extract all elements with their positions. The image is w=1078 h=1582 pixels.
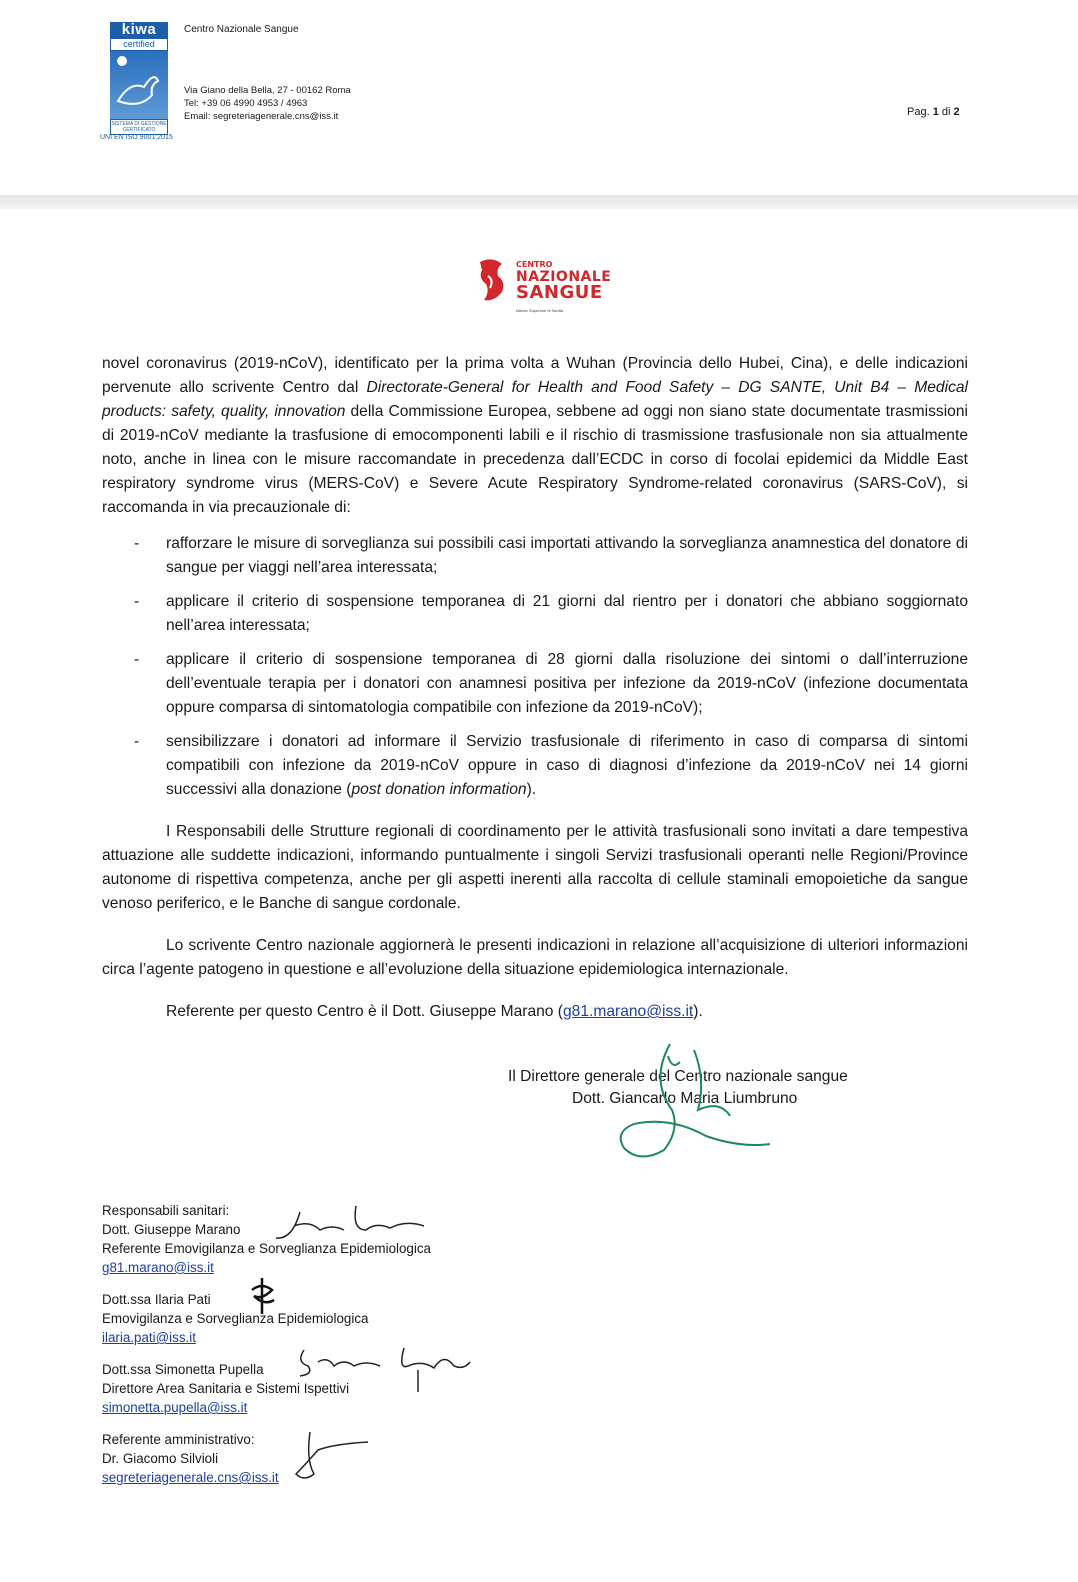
recommendation-list xyxy=(102,532,968,802)
kiwa-bird-icon xyxy=(110,51,168,119)
list-item xyxy=(102,590,968,638)
marano-name: Dott. Giuseppe Marano xyxy=(102,1222,241,1237)
cns-line1: CENTRO xyxy=(516,260,553,269)
kiwa-logo-graphic xyxy=(110,51,168,119)
signoff-name: Dott. Giancarlo Maria Liumbruno xyxy=(572,1090,798,1107)
header-tel: Tel: +39 06 4990 4953 / 4963 xyxy=(184,98,308,109)
list-item xyxy=(102,648,968,720)
iso-standard: UNI EN ISO 9001:2015 xyxy=(100,134,173,141)
marano-role: Referente Emovigilanza e Sorveglianza Epidemiologica xyxy=(102,1241,431,1256)
kiwa-caption: SISTEMA DI GESTIONE CERTIFICATO xyxy=(111,121,167,133)
referente-paragraph xyxy=(102,1000,968,1024)
intro-paragraph xyxy=(102,352,968,520)
page-total: 2 xyxy=(953,106,960,118)
cns-figure-icon xyxy=(476,256,516,306)
director-signature-icon xyxy=(610,1040,790,1170)
page-prefix: Pag. xyxy=(907,106,930,118)
list-item xyxy=(102,532,968,580)
intro-text-a: novel coronavirus (2019-nCoV), identificato per la prima volta a Wuhan (Provincia dello Hubei, Cina), e delle indicazioni pervenute allo scrivente Centro dal xyxy=(102,355,968,396)
pati-role: Emovigilanza e Sorveglianza Epidemiologica xyxy=(102,1311,369,1326)
header-contacts xyxy=(184,84,351,123)
update-paragraph: Lo scrivente Centro nazionale aggiornerà le presenti indicazioni in relazione all’acquisizione di ulteriori informazioni circa l’agente patogeno in questione e all’evoluzione della situazione epidemiologica internazionale. xyxy=(102,937,968,978)
page-number xyxy=(907,106,960,118)
list-item xyxy=(102,730,968,802)
cns-tagline: Istituto Superiore di Sanità xyxy=(516,308,563,313)
signoff-title: Il Direttore generale del Centro nazionale sangue xyxy=(508,1068,848,1085)
pupella-name: Dott.ssa Simonetta Pupella xyxy=(102,1362,264,1377)
bullet-text-b: ). xyxy=(526,781,537,798)
pati-email-link[interactable]: ilaria.pati@iss.it xyxy=(102,1330,196,1345)
kiwa-certified-label: certified xyxy=(110,38,168,51)
admin-heading: Referente amministrativo: xyxy=(102,1432,255,1447)
referente-text-a: Referente per questo Centro è il Dott. Giuseppe Marano ( xyxy=(166,1003,563,1020)
pati-name: Dott.ssa Ilaria Pati xyxy=(102,1292,211,1307)
bullet-text: applicare il criterio di sospensione temporanea di 21 giorni dal rientro per i donatori che abbiano soggiornato nell’area interessata; xyxy=(166,593,968,634)
cns-logo xyxy=(476,256,612,324)
coordination-paragraph: I Responsabili delle Strutture regionali di coordinamento per le attività trasfusionali sono invitati a dare tempestiva attuazione alle suddette indicazioni, informando puntualmente i singoli Servizi trasfusionali operanti nelle Regioni/Province autonome di rispettiva competenza, anche per gli aspetti inerenti alla raccolta di cellule staminali emopoietiche da sangue venoso periferico, e le Banche di sangue cordonale. xyxy=(102,823,968,912)
silvioli-email-link[interactable]: segreteriagenerale.cns@iss.it xyxy=(102,1470,279,1485)
staff-heading: Responsabili sanitari: xyxy=(102,1203,230,1218)
bullet-dash: - xyxy=(134,651,140,668)
page-current: 1 xyxy=(932,106,939,118)
kiwa-certification-badge xyxy=(110,22,168,135)
page-of: di xyxy=(941,106,951,118)
cns-line3: SANGUE xyxy=(516,282,603,303)
referente-email-link[interactable]: g81.marano@iss.it xyxy=(563,1003,694,1020)
referente-text-b: ). xyxy=(693,1003,703,1020)
pati-signature-icon xyxy=(248,1276,278,1316)
intro-italic: Directorate-General for Health and Food Safety – DG SANTE, Unit B4 – Medical products: safety, quality, innovation xyxy=(102,379,968,420)
header-email: Email: segreteriagenerale.cns@iss.it xyxy=(184,111,339,122)
bullet-text: rafforzare le misure di sorveglianza sui possibili casi importati attivando la sorveglianza anamnestica del donatore di sangue per viaggi nell’area interessata; xyxy=(166,535,968,576)
bullet-text-a: sensibilizzare i donatori ad informare il Servizio trasfusionale di riferimento in caso di comparsa di sintomi compatibili con infezione da 2019-nCoV oppure in caso di diagnosi d’infezione da 2019-nCoV nei 14 giorni successivi alla donazione ( xyxy=(166,733,968,798)
pupella-role: Direttore Area Sanitaria e Sistemi Ispettivi xyxy=(102,1381,350,1396)
pupella-email-link[interactable]: simonetta.pupella@iss.it xyxy=(102,1400,248,1415)
bullet-dash: - xyxy=(134,535,140,552)
page-separator xyxy=(0,195,1078,209)
bullet-dash: - xyxy=(134,593,140,610)
staff-pati xyxy=(102,1290,368,1347)
bullet-text: applicare il criterio di sospensione temporanea di 28 giorni dalla risoluzione dei sintomi o dall’interruzione dell’eventuale terapia per i donatori con anamnesi positiva per infezione da 2019-nCoV (infezione documentata oppure comparsa di sintomatologia compatibile con infezione da 2019-nCoV); xyxy=(166,651,968,716)
cns-logo-text xyxy=(516,260,611,302)
pupella-signature-icon xyxy=(294,1340,474,1392)
marano-signature-icon xyxy=(270,1200,430,1248)
cns-line2: NAZIONALE xyxy=(516,269,612,285)
marano-email-link[interactable]: g81.marano@iss.it xyxy=(102,1260,214,1275)
letter-body xyxy=(102,352,968,1024)
bullet-italic: post donation information xyxy=(351,781,527,798)
header-org-name: Centro Nazionale Sangue xyxy=(184,24,299,35)
staff-silvioli xyxy=(102,1430,279,1487)
silvioli-name: Dr. Giacomo Silvioli xyxy=(102,1451,219,1466)
bullet-dash: - xyxy=(134,733,140,750)
header-address: Via Giano della Bella, 27 - 00162 Roma xyxy=(184,85,351,96)
kiwa-brand: kiwa xyxy=(110,22,168,38)
silvioli-signature-icon xyxy=(284,1430,374,1486)
intro-text-b: della Commissione Europea, sebbene ad oggi non siano state documentate trasmissioni di 2019-nCoV mediante la trasfusione di emocomponenti labili e il rischio di trasmissione trasfusionale non sia attualmente noto, anche in linea con le misure raccomandate in precedenza dall’ECDC in corso di focolai epidemici da Middle East respiratory syndrome virus (MERS-CoV) e Severe Acute Respiratory Syndrome-related coronavirus (SARS-CoV), si raccomanda in via precauzionale di: xyxy=(102,403,968,516)
